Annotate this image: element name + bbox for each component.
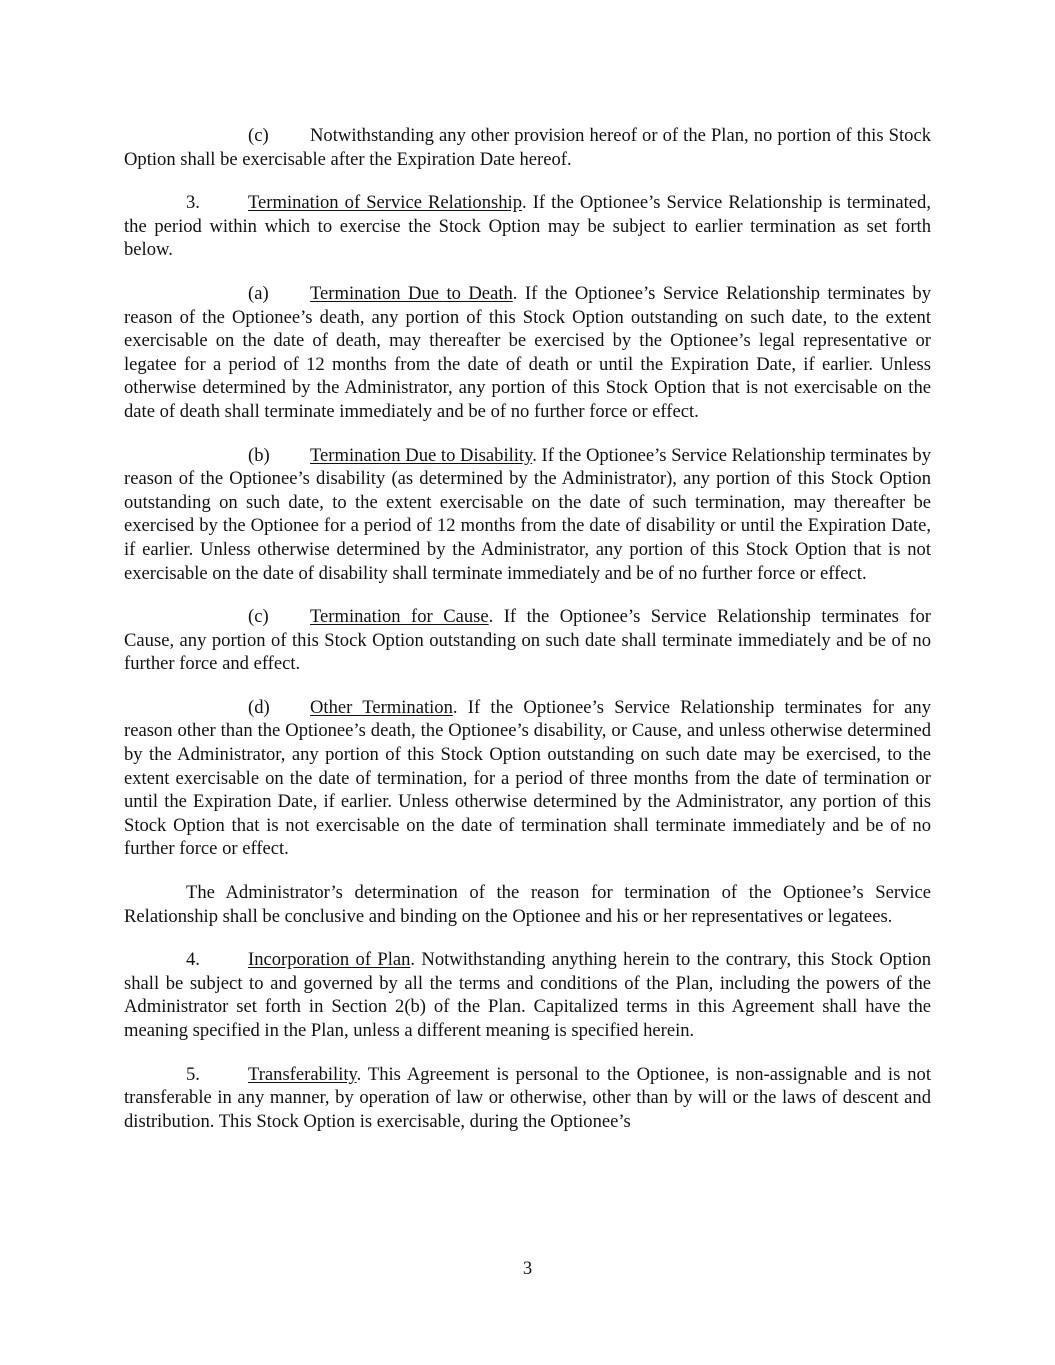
section-4 xyxy=(124,948,931,1042)
paragraph-heading: Other Termination xyxy=(310,696,453,718)
paragraph-heading: Termination Due to Death xyxy=(310,282,513,304)
paragraph-heading: Termination Due to Disability xyxy=(310,444,533,466)
paragraph-text: . If the Optionee’s Service Relationship terminates for Cause, any portion of this Stock Option outstanding on such date shall terminate immediately and be of no further force and effect. xyxy=(124,606,931,675)
paragraph-label: (d) xyxy=(248,696,270,718)
section-heading: Transferability xyxy=(248,1063,357,1085)
section-text: . If the Optionee’s Service Relationship is terminated, the period within which to exercise the Stock Option may be subject to earlier termination as set forth below. xyxy=(124,192,931,261)
paragraph-text: The Administrator’s determination of the reason for termination of the Optionee’s Service Relationship shall be conclusive and binding on the Optionee and his or her representatives or legatees. xyxy=(124,882,931,927)
page-number: 3 xyxy=(522,1258,533,1279)
paragraph-text: . If the Optionee’s Service Relationship terminates for any reason other than the Optionee’s death, the Optionee’s disability, or Cause, and unless otherwise determined by the Administrator, any portion of this Stock Option outstanding on such date may be exercised, to the extent exercisable on the date of termination, for a period of three months from the date of termination or until the Expiration Date, if earlier. Unless otherwise determined by the Administrator, any portion of this Stock Option that is not exercisable on the date of termination shall terminate immediately and be of no further force or effect. xyxy=(124,696,931,860)
paragraph-text: Notwithstanding any other provision hereof or of the Plan, no portion of this Stock Option shall be exercisable after the Expiration Date hereof. xyxy=(124,125,931,170)
section-number: 4. xyxy=(186,949,200,971)
paragraph-text: . If the Optionee’s Service Relationship terminates by reason of the Optionee’s disability (as determined by the Administrator), any portion of this Stock Option outstanding on such date, to the extent exercisable on the date of such termination, may thereafter be exercised by the Optionee for a period of 12 months from the date of disability or until the Expiration Date, if earlier. Unless otherwise determined by the Administrator, any portion of this Stock Option that is not exercisable on the date of disability shall terminate immediately and be of no further force or effect. xyxy=(124,444,931,584)
section-heading: Incorporation of Plan xyxy=(248,949,411,971)
section-text: . This Agreement is personal to the Optionee, is non-assignable and is not transferable in any manner, by operation of law or otherwise, other than by will or the laws of descent and distribution. This Stock Option is exercisable, during the Optionee’s xyxy=(124,1063,931,1132)
paragraph-2c xyxy=(124,124,931,171)
paragraph-label: (a) xyxy=(248,282,269,304)
section-5 xyxy=(124,1063,931,1134)
paragraph-label: (c) xyxy=(248,606,269,628)
section-number: 3. xyxy=(186,192,200,214)
document-page xyxy=(124,124,931,1133)
section-heading: Termination of Service Relationship xyxy=(248,192,523,214)
paragraph-label: (b) xyxy=(248,444,270,466)
paragraph-3c xyxy=(124,605,931,676)
paragraph-3a xyxy=(124,282,931,424)
paragraph-3-closing xyxy=(124,881,931,928)
paragraph-label: (c) xyxy=(248,125,269,146)
paragraph-3b xyxy=(124,444,931,586)
section-3 xyxy=(124,191,931,262)
paragraph-heading: Termination for Cause xyxy=(310,606,489,628)
section-number: 5. xyxy=(186,1063,200,1085)
section-text: . Notwithstanding anything herein to the contrary, this Stock Option shall be subject to and governed by all the terms and conditions of the Plan, including the powers of the Administrator set forth in Section 2(b) of the Plan. Capitalized terms in this Agreement shall have the meaning specified in the Plan, unless a different meaning is specified herein. xyxy=(124,949,931,1041)
paragraph-3d xyxy=(124,696,931,861)
paragraph-text: . If the Optionee’s Service Relationship terminates by reason of the Optionee’s death, any portion of this Stock Option outstanding on such date, to the extent exercisable on the date of death, may thereafter be exercised by the Optionee’s legal representative or legatee for a period of 12 months from the date of death or until the Expiration Date, if earlier. Unless otherwise determined by the Administrator, any portion of this Stock Option that is not exercisable on the date of death shall terminate immediately and be of no further force or effect. xyxy=(124,282,931,422)
